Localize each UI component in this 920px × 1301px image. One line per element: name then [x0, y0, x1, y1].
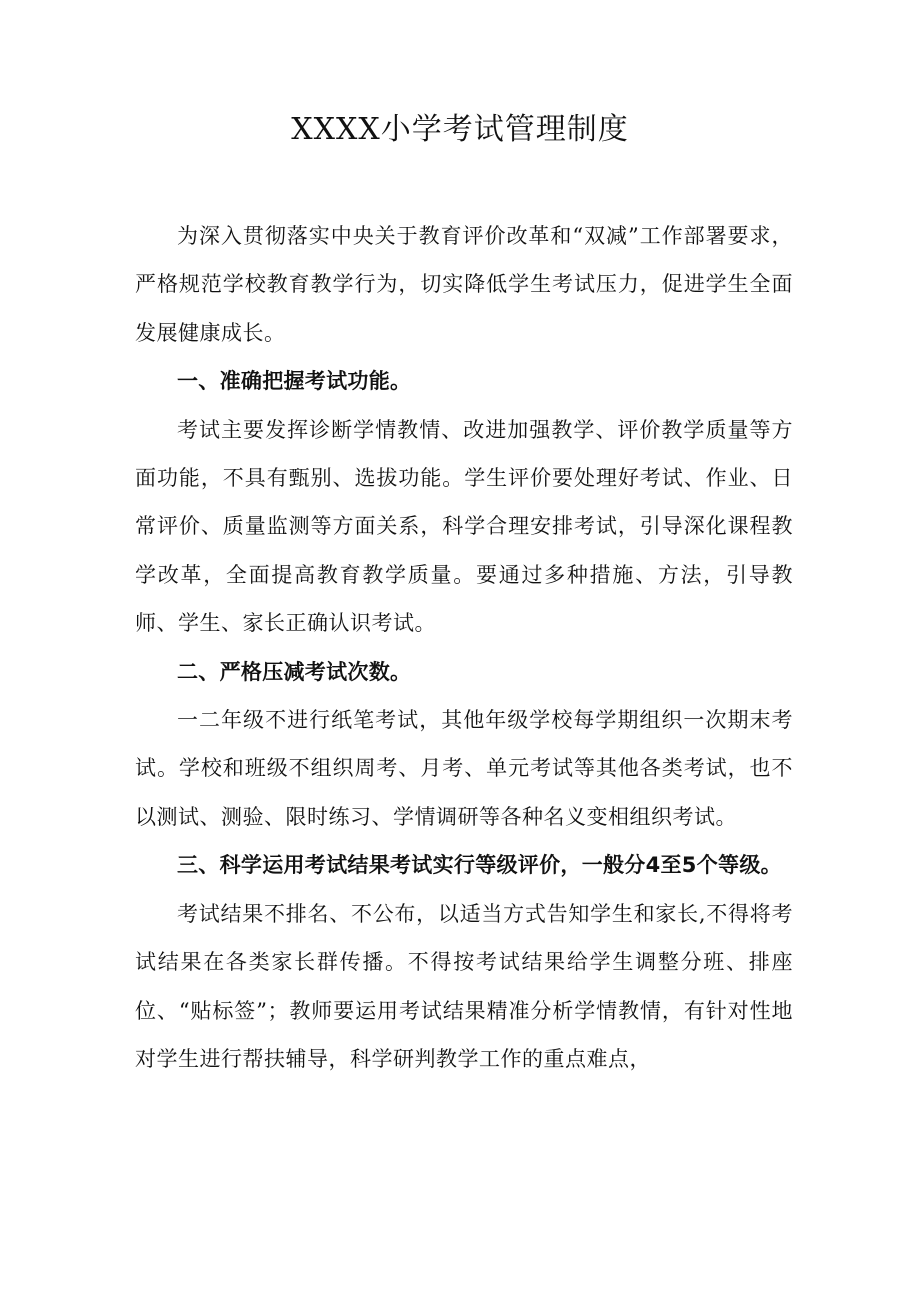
section-heading-1: 一、准确把握考试功能。 — [177, 369, 412, 394]
paragraph-intro: 为深入贯彻落实中央关于教育评价改革和“双减”工作部署要求，严格规范学校教育教学行为，切实降低学生考试压力，促进学生全面发展健康成长。 — [135, 224, 793, 345]
paragraph-section-2: 一二年级不进行纸笔考试，其他年级学校每学期组织一次期末考试。学校和班级不组织周考、月考、单元考试等其他各类考试，也不以测试、测验、限时练习、学情调研等各种名义变相组织考试。 — [135, 708, 793, 829]
document-body — [135, 212, 793, 1083]
paragraph-section-3: 考试结果不排名、不公布，以适当方式告知学生和家长,不得将考试结果在各类家长群传播。不得按考试结果给学生调整分班、排座位、“贴标签”；教师要运用考试结果精准分析学情教情，有针对性地对学生进行帮扶辅导，科学研判教学工作的重点难点， — [135, 901, 793, 1071]
section-heading-3: 三、科学运用考试结果考试实行等级评价，一般分4至5个等级。 — [177, 853, 782, 878]
document-title: XXXX小学考试管理制度 — [291, 112, 629, 147]
paragraph-section-1: 考试主要发挥诊断学情教情、改进加强教学、评价教学质量等方面功能，不具有甄别、选拔功能。学生评价要处理好考试、作业、日常评价、质量监测等方面关系，科学合理安排考试，引导深化课程教学改革，全面提高教育教学质量。要通过多种措施、方法，引导教师、学生、家长正确认识考试。 — [135, 417, 793, 636]
section-heading-2: 二、严格压减考试次数。 — [177, 659, 412, 684]
